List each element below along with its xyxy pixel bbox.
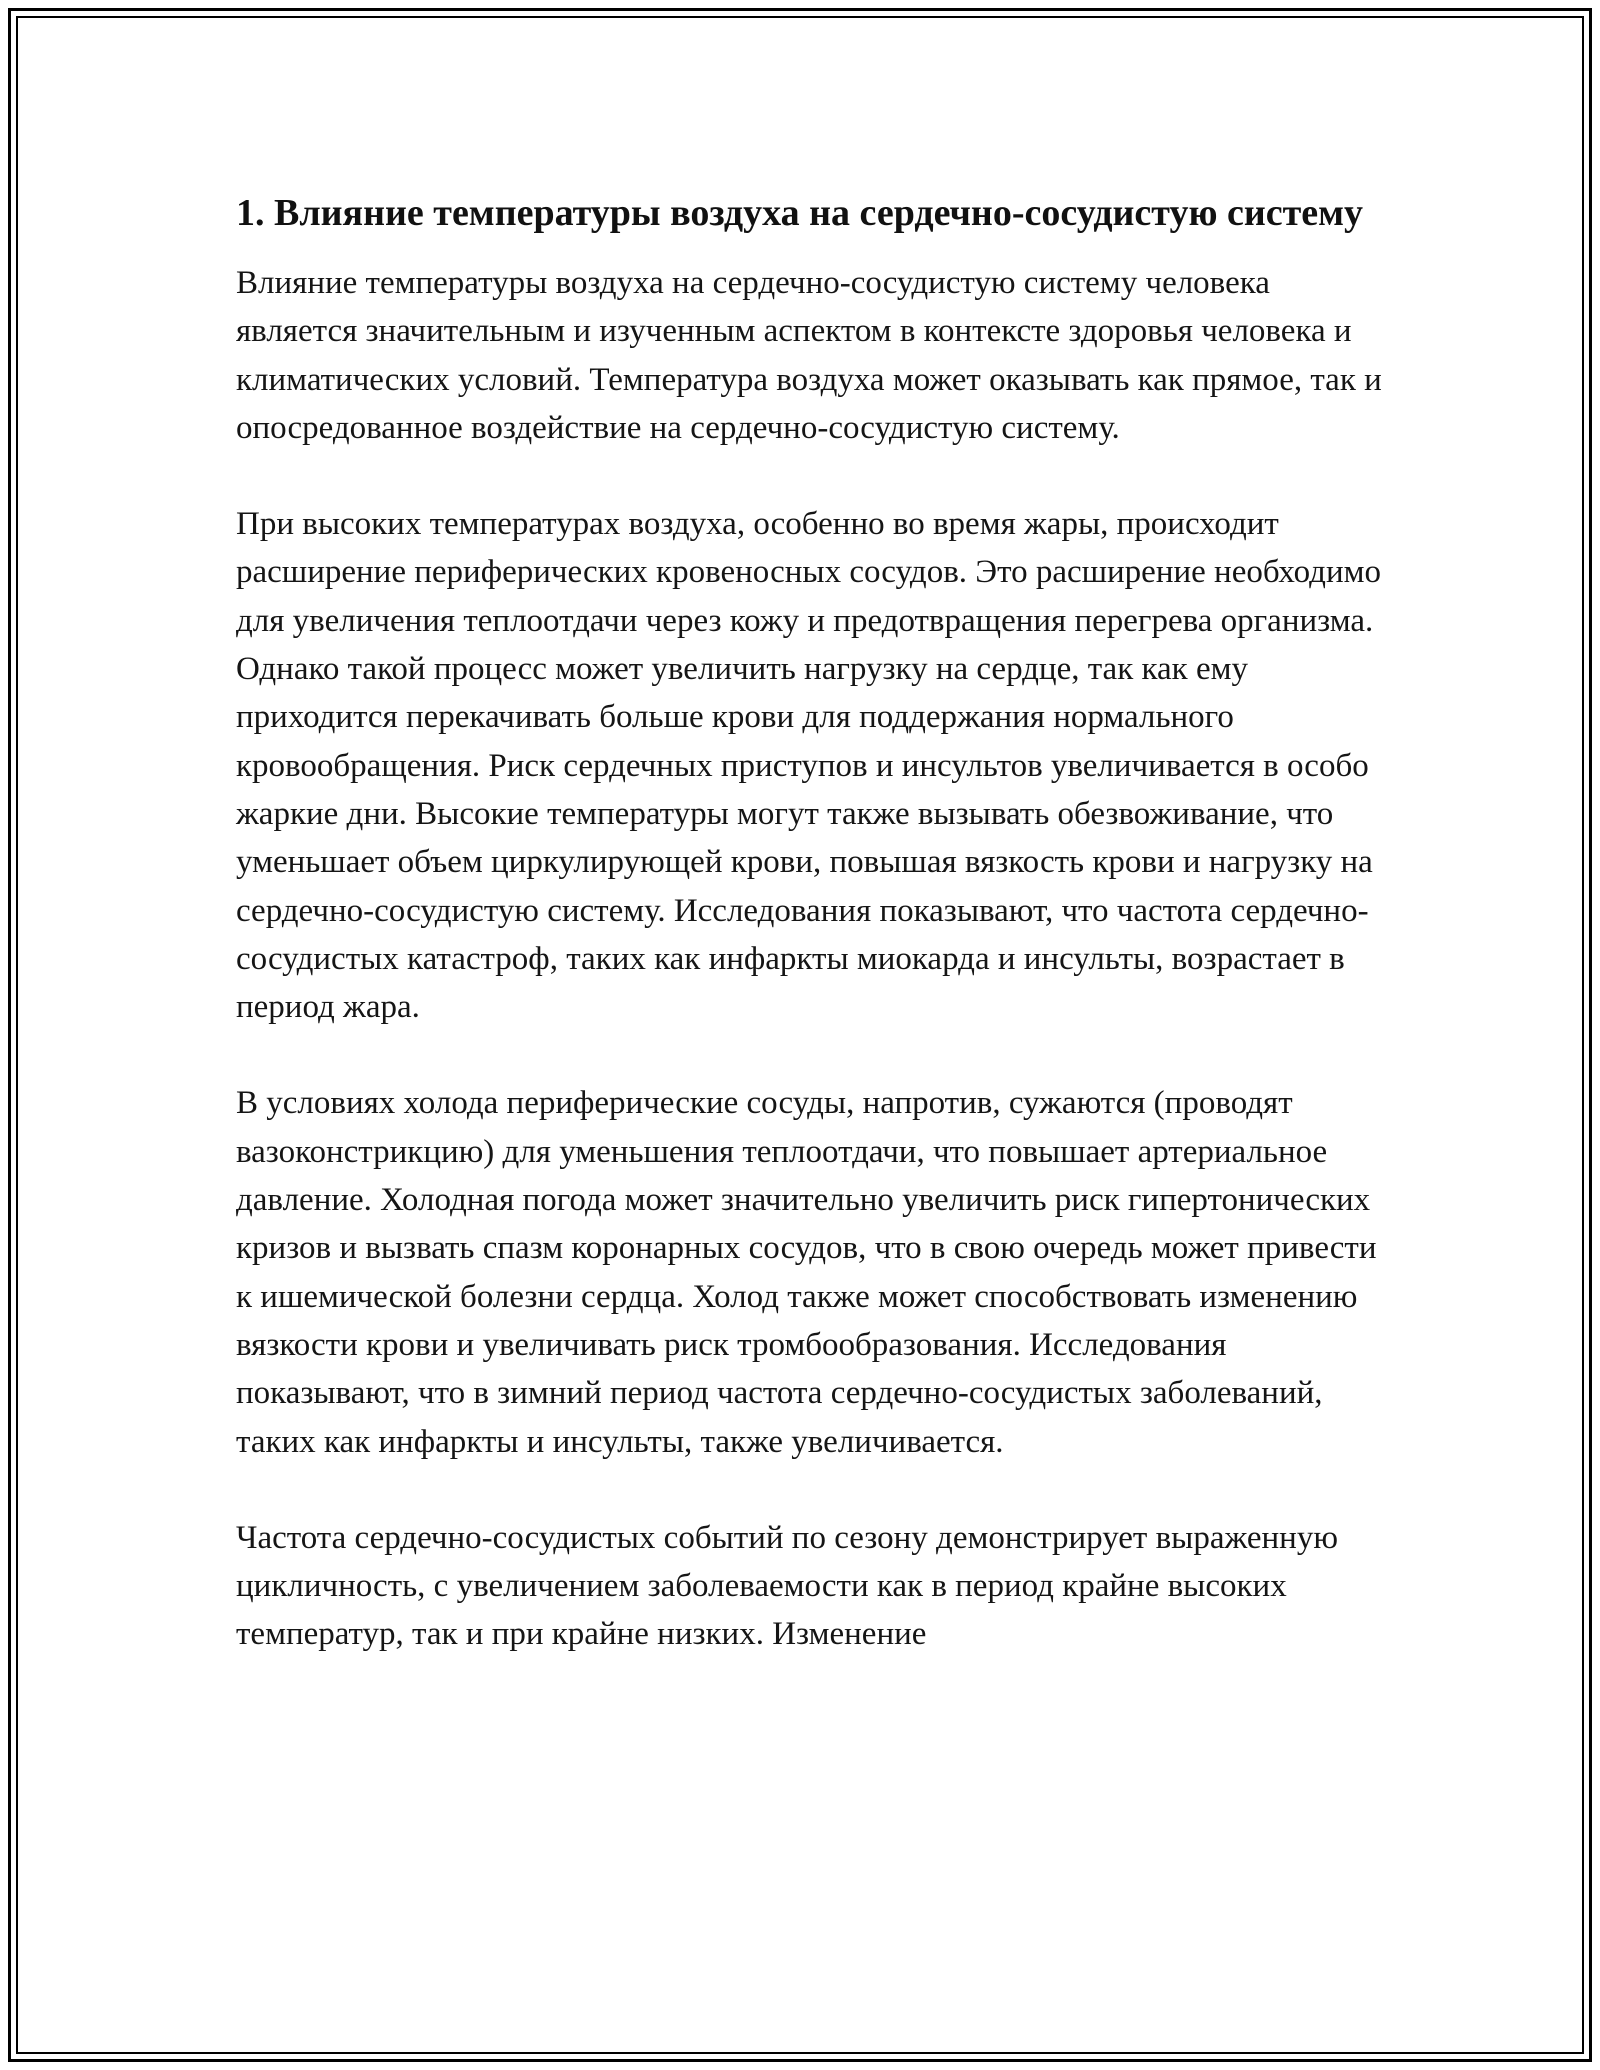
document-body bbox=[236, 186, 1386, 1707]
paragraph-heat: При высоких температурах воздуха, особенно во время жары, происходит расширение периферических кровеносных сосудов. Это расширение необходимо для увеличения теплоотдачи через кожу и предотвращения перегрева организма. Однако такой процесс может увеличить нагрузку на сердце, так как ему приходится перекачивать больше крови для поддержания нормального кровообращения. Риск сердечных приступов и инсультов увеличивается в особо жаркие дни. Высокие температуры могут также вызывать обезвоживание, что уменьшает объем циркулирующей крови, повышая вязкость крови и нагрузку на сердечно-сосудистую систему. Исследования показывают, что частота сердечно-сосудистых катастроф, таких как инфаркты миокарда и инсульты, возрастает в период жара. bbox=[236, 506, 1382, 1026]
section-title: 1. Влияние температуры воздуха на сердечно-сосудистую систему bbox=[236, 192, 1364, 234]
paragraph-cold: В условиях холода периферические сосуды, напротив, сужаются (проводят вазоконстрикцию) для уменьшения теплоотдачи, что повышает артериальное давление. Холодная погода может значительно увеличить риск гипертонических кризов и вызвать спазм коронарных сосудов, что в свою очередь может привести к ишемической болезни сердца. Холод также может способствовать изменению вязкости крови и увеличивать риск тромбообразования. Исследования показывают, что в зимний период частота сердечно-сосудистых заболеваний, таких как инфаркты и инсульты, также увеличивается. bbox=[236, 1085, 1377, 1460]
paragraph-seasonality: Частота сердечно-сосудистых событий по сезону демонстрирует выраженную цикличность, с увеличением заболеваемости как в период крайне высоких температур, так и при крайне низких. Изменение bbox=[236, 1519, 1338, 1653]
paragraph-intro: Влияние температуры воздуха на сердечно-сосудистую систему человека является значительным и изученным аспектом в контексте здоровья человека и климатических условий. Температура воздуха может оказывать как прямое, так и опосредованное воздействие на сердечно-сосудистую систему. bbox=[236, 265, 1382, 446]
